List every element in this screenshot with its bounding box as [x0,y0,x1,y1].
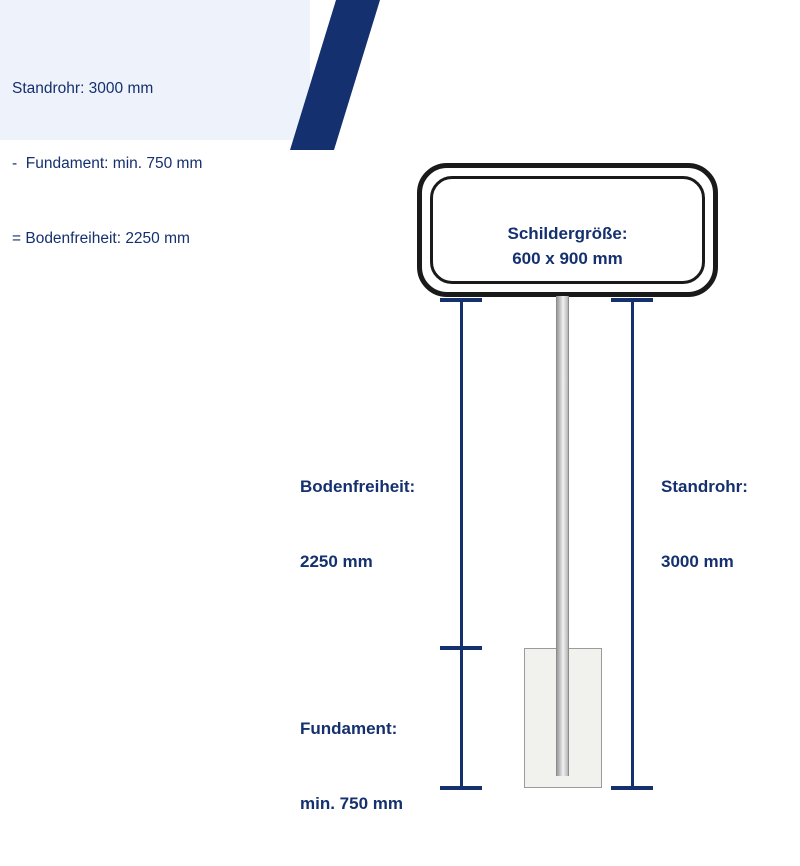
sign-size-label-line1: Schildergröße: [507,224,628,243]
sign-size-label-line2: 600 x 900 mm [512,249,623,268]
clearance-label-line1: Bodenfreiheit: [300,477,416,496]
post-dimension-label [661,424,800,624]
sign-board-inner-frame [430,176,705,284]
post-label-line1: Standrohr: [661,477,748,496]
callout-accent-wedge [290,0,380,150]
callout-line-standrohr: Standrohr: 3000 mm [12,80,154,97]
callout-line-fundament: - Fundament: min. 750 mm [12,155,203,172]
callout-line-bodenfreiheit: = Bodenfreiheit: 2250 mm [12,230,190,247]
clearance-label-line2: 2250 mm [300,552,373,571]
clearance-dimension-line [460,300,463,648]
foundation-dimension-line [460,648,463,788]
clearance-dimension-label [300,424,460,624]
foundation-dimension-label [300,666,460,866]
post-dimension-tick-top [611,298,653,302]
accent-band [290,0,380,150]
sign-size-label [433,221,702,271]
sign-board [417,163,718,297]
callout-text-block [12,26,302,301]
foundation-label-line2: min. 750 mm [300,794,403,813]
post-dimension-line [631,300,634,788]
post-label-line2: 3000 mm [661,552,734,571]
clearance-dimension-tick-top [440,298,482,302]
post-tube [556,296,569,776]
post-dimension-tick-bottom [611,786,653,790]
foundation-label-line1: Fundament: [300,719,398,738]
callout-box [0,0,310,247]
